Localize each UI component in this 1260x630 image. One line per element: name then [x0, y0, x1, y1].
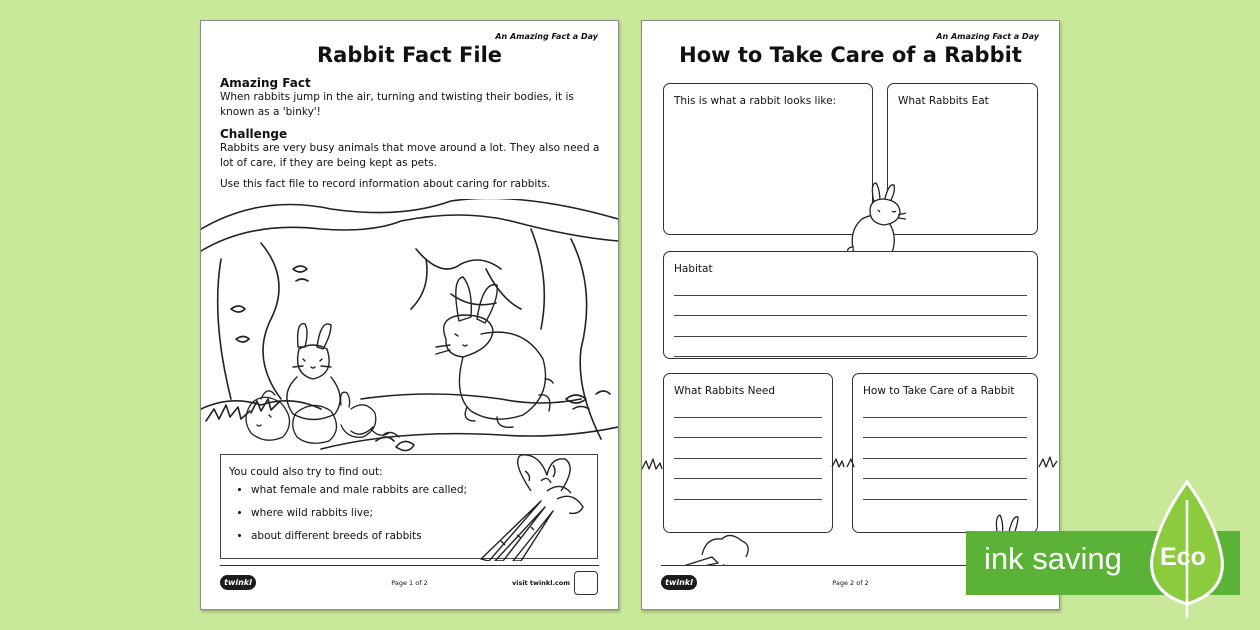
page-footer — [201, 565, 618, 609]
find-out-list — [229, 484, 467, 553]
challenge-text: Rabbits are very busy animals that move around a lot. They also need a lot of care, if they are being kept as pets. — [220, 142, 600, 169]
tagline: An Amazing Fact a Day — [495, 32, 598, 41]
find-out-box — [220, 454, 598, 559]
instruction-text: Use this fact file to record information about caring for rabbits. — [220, 178, 551, 190]
visit-link: visit twinkl.com — [511, 579, 570, 587]
challenge-heading: Challenge — [220, 127, 288, 141]
list-item: • about different breeds of rabbits — [251, 530, 467, 543]
tagline: An Amazing Fact a Day — [936, 32, 1039, 41]
eco-badge: Eco — [1160, 543, 1206, 571]
amazing-fact-text: When rabbits jump in the air, turning and twisting their bodies, it is known as a 'binky'! — [220, 91, 574, 118]
list-item: • where wild rabbits live; — [251, 507, 467, 520]
page-number: Page 2 of 2 — [832, 579, 869, 587]
carrots-illustration — [461, 451, 611, 561]
burrow-illustration — [201, 199, 618, 461]
twinkl-logo: twinkl — [661, 575, 697, 590]
twinkl-logo: twinkl — [220, 575, 256, 590]
quality-seal-icon — [574, 571, 598, 595]
what-rabbits-eat-label: What Rabbits Eat — [898, 95, 989, 107]
page-number: Page 1 of 2 — [391, 579, 428, 587]
looks-like-label: This is what a rabbit looks like: — [674, 95, 837, 107]
amazing-fact-heading: Amazing Fact — [220, 76, 311, 90]
ink-saving-text: ink saving — [984, 541, 1122, 576]
worksheet-page-2 — [641, 20, 1060, 610]
habitat-box[interactable] — [663, 251, 1038, 359]
what-rabbits-need-label: What Rabbits Need — [674, 385, 776, 397]
rabbit-sitting-icon — [844, 181, 910, 261]
find-out-lead: You could also try to find out: — [229, 466, 383, 478]
worksheet-page-1 — [200, 20, 619, 610]
page-title: How to Take Care of a Rabbit — [679, 43, 1022, 67]
looks-like-box[interactable] — [663, 83, 873, 235]
habitat-label: Habitat — [674, 263, 713, 275]
page-title: Rabbit Fact File — [316, 43, 503, 67]
how-to-care-label: How to Take Care of a Rabbit — [863, 385, 1015, 397]
list-item: • what female and male rabbits are called; — [251, 484, 467, 497]
writing-lines — [674, 275, 1027, 357]
